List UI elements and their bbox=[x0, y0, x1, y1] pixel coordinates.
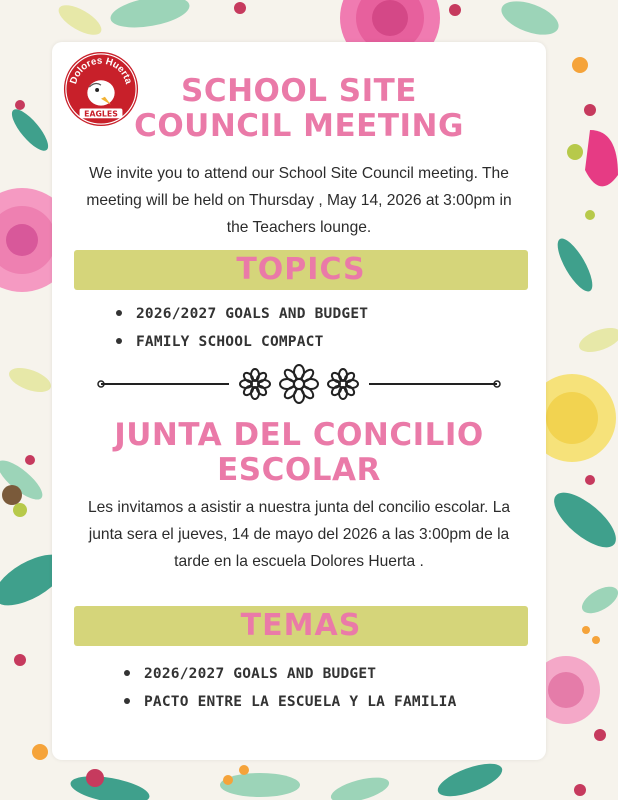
spanish-topics-list bbox=[124, 660, 457, 716]
list-item bbox=[116, 300, 368, 328]
english-topics-list bbox=[116, 300, 368, 356]
topic-text: 2026/2027 GOALS AND BUDGET bbox=[144, 666, 377, 682]
english-title-line1: SCHOOL SITE bbox=[181, 73, 417, 109]
bullet-icon bbox=[124, 698, 130, 704]
logo-banner-text: EAGLES bbox=[84, 109, 118, 119]
topics-heading: TOPICS bbox=[74, 250, 528, 290]
topic-text: FAMILY SCHOOL COMPACT bbox=[136, 334, 324, 350]
english-invitation-paragraph: We invite you to attend our School Site Council meeting. The meeting will be held on Thursday , May 14, 2026 at 3:00pm in the Teachers lounge. bbox=[86, 165, 512, 236]
logo-arc-text: Dolores Huerta bbox=[68, 55, 134, 86]
bullet-icon bbox=[124, 670, 130, 676]
topic-text: PACTO ENTRE LA ESCUELA Y LA FAMILIA bbox=[144, 694, 457, 710]
list-item bbox=[124, 660, 457, 688]
spanish-title bbox=[52, 418, 546, 488]
three-flowers-divider-icon bbox=[97, 364, 501, 404]
english-title bbox=[52, 74, 546, 144]
english-title-line2: COUNCIL MEETING bbox=[134, 108, 464, 144]
list-item bbox=[116, 328, 368, 356]
topic-text: 2026/2027 GOALS AND BUDGET bbox=[136, 306, 369, 322]
bullet-icon bbox=[116, 338, 122, 344]
brown-seed-icon bbox=[2, 485, 22, 505]
flyer-card bbox=[52, 42, 546, 760]
spanish-title-line1: JUNTA DEL CONCILIO bbox=[114, 417, 484, 453]
bullet-icon bbox=[116, 310, 122, 316]
temas-heading: TEMAS bbox=[74, 606, 528, 646]
spanish-title-line2: ESCOLAR bbox=[217, 452, 381, 488]
spanish-invitation-paragraph: Les invitamos a asistir a nuestra junta del concilio escolar. La junta sera el jueves, 14 de mayo del 2026 a las 3:00pm de la tarde en la escuela Dolores Huerta . bbox=[87, 499, 511, 570]
list-item bbox=[124, 688, 457, 716]
